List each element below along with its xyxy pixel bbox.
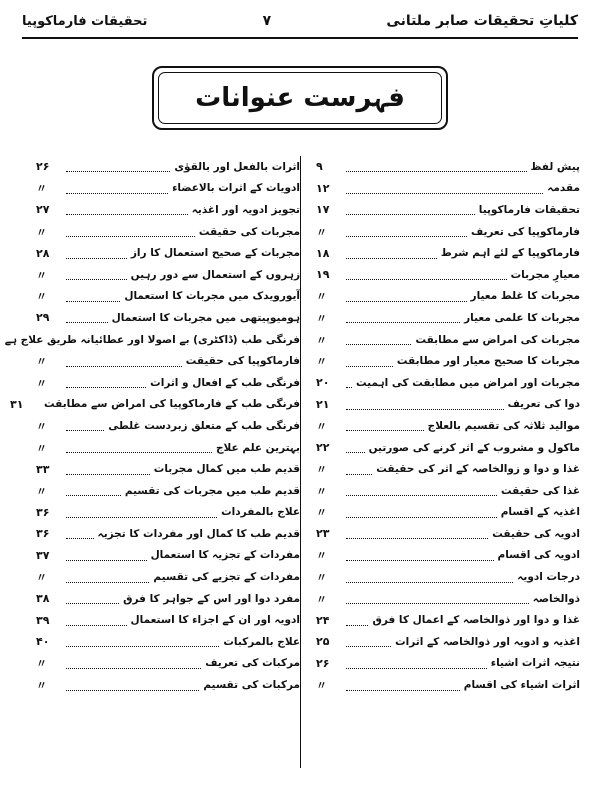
toc-entry bbox=[36, 199, 300, 221]
toc-leader-dots bbox=[66, 356, 182, 367]
toc-entry bbox=[316, 178, 580, 200]
toc-entry-page: 〃 bbox=[36, 571, 47, 585]
toc-entry bbox=[316, 156, 580, 178]
toc-entry-page: ۳۹ bbox=[36, 613, 50, 627]
toc-leader-dots bbox=[346, 204, 475, 215]
toc-entry-page: ۳۶ bbox=[36, 527, 50, 541]
toc-leader-dots bbox=[66, 248, 127, 259]
toc-leader-dots bbox=[346, 572, 513, 583]
toc-leader-dots bbox=[346, 183, 543, 194]
toc-entry-title: مفرد دوا اور اس کے جواہر کا فرق bbox=[123, 592, 300, 605]
toc-entry-title: تحقیقات فارماکوپیا bbox=[478, 203, 580, 216]
toc-leader-dots bbox=[346, 312, 460, 323]
toc-entry-title: اغذیہ و ادویہ اور ذوالخاصہ کے اثرات bbox=[395, 635, 580, 648]
toc-entry-page: 〃 bbox=[316, 592, 327, 606]
toc-entry bbox=[316, 588, 580, 610]
toc-left-column bbox=[4, 156, 300, 696]
toc-entry-page: ۲۵ bbox=[316, 635, 330, 649]
toc-entry bbox=[316, 307, 580, 329]
toc-leader-dots bbox=[346, 593, 529, 604]
toc-entry-page: 〃 bbox=[36, 182, 47, 196]
toc-entry-page: 〃 bbox=[316, 311, 327, 325]
toc-entry bbox=[316, 566, 580, 588]
toc-leader-dots bbox=[66, 442, 212, 453]
toc-entry-title: فارماکوپیا کی تعریف bbox=[470, 225, 580, 238]
toc-entry-page: ۴۰ bbox=[36, 635, 50, 649]
header-page-number: ۷ bbox=[262, 13, 272, 29]
toc-leader-dots bbox=[66, 550, 147, 561]
toc-entry-title: مرکبات کی تقسیم bbox=[203, 679, 300, 692]
toc-entry-title: فرنگی طب کے متعلق زبردست غلطی bbox=[108, 419, 300, 432]
toc-leader-dots bbox=[66, 291, 120, 302]
toc-leader-dots bbox=[346, 161, 527, 172]
toc-entry-page: ۲۲ bbox=[316, 441, 330, 455]
toc-entry bbox=[36, 178, 300, 200]
toc-entry bbox=[36, 545, 300, 567]
toc-entry-title: اثرات بالفعل اور بالقوٰی bbox=[174, 160, 300, 173]
toc-leader-dots bbox=[346, 377, 352, 388]
toc-entry-title: اغذیہ کے اقسام bbox=[500, 506, 580, 519]
toc-entry-title: ادویات کے اثرات بالاعضاء bbox=[172, 182, 300, 195]
toc-entry bbox=[316, 286, 580, 308]
toc-leader-dots bbox=[66, 528, 94, 539]
toc-leader-dots bbox=[66, 507, 217, 518]
toc-leader-dots bbox=[66, 377, 146, 388]
toc-leader-dots bbox=[66, 269, 127, 280]
toc-entry-page: 〃 bbox=[316, 463, 327, 477]
toc-entry-title: قدیم طب کا کمال اور مفردات کا تجزیہ bbox=[97, 527, 300, 540]
toc-entry-title: مرکبات کی تعریف bbox=[205, 657, 300, 670]
toc-entry-page: ۳۷ bbox=[36, 548, 50, 562]
toc-entry-page: ۳۶ bbox=[36, 505, 50, 519]
toc-entry-title: مجربات اور امراض میں مطابقت کی اہمیت bbox=[356, 376, 580, 389]
toc-entry bbox=[316, 437, 580, 459]
toc-entry-title: فرنگی طب کے افعال و اثرات bbox=[150, 376, 300, 389]
toc-entry-page: 〃 bbox=[316, 419, 327, 433]
toc-entry-title: معیارِ مجربات bbox=[510, 268, 580, 281]
toc-entry-title: مجربات کا صحیح معیار اور مطابقت bbox=[396, 355, 580, 368]
toc-entry-title: موالید ثلاثہ کی تقسیم بالعلاج bbox=[427, 419, 580, 432]
toc-leader-dots bbox=[66, 572, 149, 583]
toc-entry-title: تجویز ادویہ اور اغذیہ bbox=[191, 203, 300, 216]
toc-leader-dots bbox=[346, 507, 497, 518]
toc-entry-page: 〃 bbox=[316, 290, 327, 304]
toc-entry-page: 〃 bbox=[36, 355, 47, 369]
toc-entry-title: مفردات کے تجزیہ کا استعمال bbox=[150, 549, 300, 562]
toc-entry-page: 〃 bbox=[316, 571, 327, 585]
toc-entry-title: اثرات اشیاء کی اقسام bbox=[463, 679, 580, 692]
toc-entry bbox=[36, 156, 300, 178]
title-frame bbox=[152, 66, 448, 130]
toc-entry-title: ذوالخاصہ bbox=[532, 592, 580, 605]
toc-entry bbox=[36, 372, 300, 394]
toc-leader-dots bbox=[346, 528, 488, 539]
toc-entry-title: مقدمہ bbox=[547, 182, 580, 195]
toc-leader-dots bbox=[66, 658, 201, 669]
toc-leader-dots bbox=[66, 593, 119, 604]
toc-entry-title: دوا کی تعریف bbox=[507, 398, 580, 411]
toc-entry-title: مفردات کے تجزیے کی تقسیم bbox=[153, 571, 300, 584]
toc-entry-page: ۱۸ bbox=[316, 246, 330, 260]
toc-entry-title: ادویہ کی حقیقت bbox=[492, 527, 580, 540]
toc-entry-page: ۳۳ bbox=[36, 462, 50, 476]
toc-entry bbox=[316, 221, 580, 243]
toc-entry-page: ۲۹ bbox=[36, 311, 50, 325]
toc-entry bbox=[36, 674, 300, 696]
toc-entry-page: 〃 bbox=[36, 376, 47, 390]
toc-entry-page: 〃 bbox=[316, 506, 327, 520]
toc-entry bbox=[36, 307, 300, 329]
toc-entry bbox=[36, 242, 300, 264]
toc-entry bbox=[36, 631, 300, 653]
toc-entry-page: ۲۶ bbox=[316, 656, 330, 670]
toc-entry bbox=[36, 221, 300, 243]
toc-leader-dots bbox=[66, 312, 108, 323]
toc-leader-dots bbox=[346, 485, 497, 496]
toc-entry bbox=[316, 264, 580, 286]
toc-leader-dots bbox=[66, 420, 104, 431]
toc-leader-dots bbox=[346, 550, 494, 561]
toc-entry-title: قدیم طب میں مجربات کی تقسیم bbox=[124, 484, 300, 497]
running-header bbox=[22, 8, 578, 34]
toc-entry bbox=[36, 502, 300, 524]
toc-leader-dots bbox=[346, 420, 424, 431]
column-divider bbox=[300, 156, 301, 768]
toc-entry bbox=[316, 609, 580, 631]
toc-entry-page: ۲۶ bbox=[36, 160, 50, 174]
toc-entry bbox=[316, 394, 580, 416]
toc-entry-page: ۹ bbox=[316, 160, 323, 174]
toc-leader-dots bbox=[66, 615, 127, 626]
page-title: فہرست عنوانات bbox=[195, 83, 405, 113]
toc-leader-dots bbox=[346, 464, 372, 475]
toc-entry-title: مجربات کی حقیقت bbox=[198, 225, 300, 238]
toc-entry-page: ۳۱ bbox=[10, 397, 24, 411]
header-book-title-left: تحقیقات فارماکوپیا bbox=[22, 13, 148, 29]
toc-leader-dots bbox=[66, 161, 170, 172]
toc-entry bbox=[36, 264, 300, 286]
toc-entry bbox=[316, 502, 580, 524]
toc-entry-title: قدیم طب میں کمال مجربات bbox=[153, 463, 300, 476]
toc-entry-page: ۱۹ bbox=[316, 268, 330, 282]
toc-leader-dots bbox=[346, 269, 507, 280]
toc-entry-title: آیورویدک میں مجربات کا استعمال bbox=[124, 290, 300, 303]
toc-entry bbox=[316, 523, 580, 545]
toc-leader-dots bbox=[346, 615, 368, 626]
toc-entry bbox=[36, 415, 300, 437]
toc-entry bbox=[36, 588, 300, 610]
toc-entry-title: ادویہ کی اقسام bbox=[497, 549, 580, 562]
toc-entry-title: مجربات کی امراض سے مطابقت bbox=[415, 333, 580, 346]
toc-entry-page: 〃 bbox=[316, 225, 327, 239]
toc-entry-title: علاج بالمفردات bbox=[221, 506, 300, 519]
toc-entry bbox=[36, 437, 300, 459]
toc-entry bbox=[36, 653, 300, 675]
toc-leader-dots bbox=[66, 680, 199, 691]
toc-leader-dots bbox=[346, 334, 411, 345]
toc-entry-title: ادویہ اور ان کے اجزاء کا استعمال bbox=[130, 614, 300, 627]
toc-entry bbox=[316, 350, 580, 372]
toc-entry-title: مجربات کے صحیح استعمال کا راز bbox=[130, 247, 300, 260]
toc-entry-title: مجربات کا علمی معیار bbox=[464, 311, 580, 324]
toc-leader-dots bbox=[66, 485, 121, 496]
toc-leader-dots bbox=[346, 680, 460, 691]
toc-entry-page: 〃 bbox=[36, 290, 47, 304]
toc-entry-title: فرنگی طب کے فارماکوپیا کی امراض سے مطابقت bbox=[44, 398, 300, 411]
toc-entry-page: ۲۳ bbox=[316, 527, 330, 541]
toc-entry bbox=[316, 631, 580, 653]
toc-entry-page: ۲۴ bbox=[316, 613, 330, 627]
toc-entry bbox=[316, 653, 580, 675]
toc-entry bbox=[316, 674, 580, 696]
toc-entry bbox=[36, 523, 300, 545]
header-rule bbox=[22, 37, 578, 39]
toc-leader-dots bbox=[66, 464, 150, 475]
toc-entry-page: ۲۱ bbox=[316, 397, 330, 411]
toc-entry-page: 〃 bbox=[316, 333, 327, 347]
toc-entry bbox=[36, 458, 300, 480]
toc-entry-title: غذا کی حقیقت bbox=[501, 484, 580, 497]
toc-entry-title: نتیجہ اثرات اشیاء bbox=[490, 657, 580, 670]
toc-entry-title: بہترین علم علاج bbox=[215, 441, 300, 454]
toc-entry bbox=[36, 609, 300, 631]
toc-entry-page: 〃 bbox=[316, 355, 327, 369]
toc-leader-dots bbox=[346, 636, 391, 647]
toc-entry bbox=[316, 415, 580, 437]
toc-leader-dots bbox=[346, 658, 487, 669]
toc-entry-page: ۲۰ bbox=[316, 376, 330, 390]
toc-right-column bbox=[316, 156, 580, 696]
toc-leader-dots bbox=[66, 226, 195, 237]
toc-entry-page: 〃 bbox=[36, 679, 47, 693]
toc-entry-page: 〃 bbox=[316, 549, 327, 563]
toc-entry-title: غذا و دوا اور ذوالخاصہ کے اعمال کا فرق bbox=[372, 614, 580, 627]
toc-leader-dots bbox=[346, 226, 467, 237]
toc-leader-dots bbox=[66, 183, 168, 194]
toc-entry bbox=[36, 286, 300, 308]
toc-leader-dots bbox=[346, 291, 467, 302]
toc-leader-dots bbox=[66, 204, 188, 215]
toc-leader-dots bbox=[346, 442, 365, 453]
toc-leader-dots bbox=[66, 636, 219, 647]
toc-entry-title: درجات ادویہ bbox=[517, 571, 580, 584]
toc-entry-page: 〃 bbox=[36, 225, 47, 239]
toc-entry bbox=[316, 199, 580, 221]
toc-entry-page: 〃 bbox=[36, 484, 47, 498]
toc-entry-page: 〃 bbox=[36, 657, 47, 671]
toc-leader-dots bbox=[346, 399, 504, 410]
toc-entry-title: زہروں کے استعمال سے دور رہیں bbox=[130, 268, 300, 281]
toc-leader-dots bbox=[346, 356, 393, 367]
toc-entry-title: ہومیوپیتھی میں مجربات کا استعمال bbox=[111, 311, 300, 324]
toc-entry bbox=[36, 566, 300, 588]
toc-entry-page: ۲۷ bbox=[36, 203, 50, 217]
toc-entry-page: 〃 bbox=[316, 679, 327, 693]
toc-entry-page: ۲۸ bbox=[36, 246, 50, 260]
toc-entry-title: فارماکوپیا کے لئے اہم شرط bbox=[440, 247, 580, 260]
toc-entry-page: ۱۲ bbox=[316, 181, 330, 195]
toc-entry-title: علاج بالمرکبات bbox=[223, 635, 300, 648]
toc-entry-page: 〃 bbox=[36, 268, 47, 282]
toc-entry-title: ماکول و مشروب کے اثر کرنے کی صورتیں bbox=[368, 441, 580, 454]
toc-entry bbox=[36, 480, 300, 502]
toc-entry bbox=[316, 545, 580, 567]
toc-entry-page: ۱۷ bbox=[316, 203, 330, 217]
toc-entry bbox=[316, 480, 580, 502]
toc-entry bbox=[36, 350, 300, 372]
toc-entry bbox=[316, 372, 580, 394]
toc-entry bbox=[316, 242, 580, 264]
toc-entry-page: ۳۸ bbox=[36, 592, 50, 606]
toc-entry-page: 〃 bbox=[36, 441, 47, 455]
toc-leader-dots bbox=[346, 248, 437, 259]
header-book-title-right: کلیاتِ تحقیقات صابر ملتانی bbox=[386, 13, 578, 29]
toc-entry-title: پیش لفظ bbox=[530, 160, 580, 173]
toc-entry-title: فرنگی طب (ڈاکٹری) بے اصولا اور عطائیانہ طریق علاج ہے bbox=[4, 333, 300, 346]
toc-entry bbox=[316, 329, 580, 351]
toc-entry-title: فارماکوپیا کی حقیقت bbox=[185, 355, 300, 368]
toc-entry bbox=[10, 394, 300, 416]
toc-entry-page: 〃 bbox=[36, 419, 47, 433]
toc-entry-title: غذا و دوا و زوالخاصہ کے اثر کی حقیقت bbox=[376, 463, 580, 476]
toc-entry bbox=[316, 458, 580, 480]
toc-entry bbox=[4, 329, 300, 351]
toc-entry-page: 〃 bbox=[316, 484, 327, 498]
toc-entry-title: مجربات کا غلط معیار bbox=[470, 290, 580, 303]
